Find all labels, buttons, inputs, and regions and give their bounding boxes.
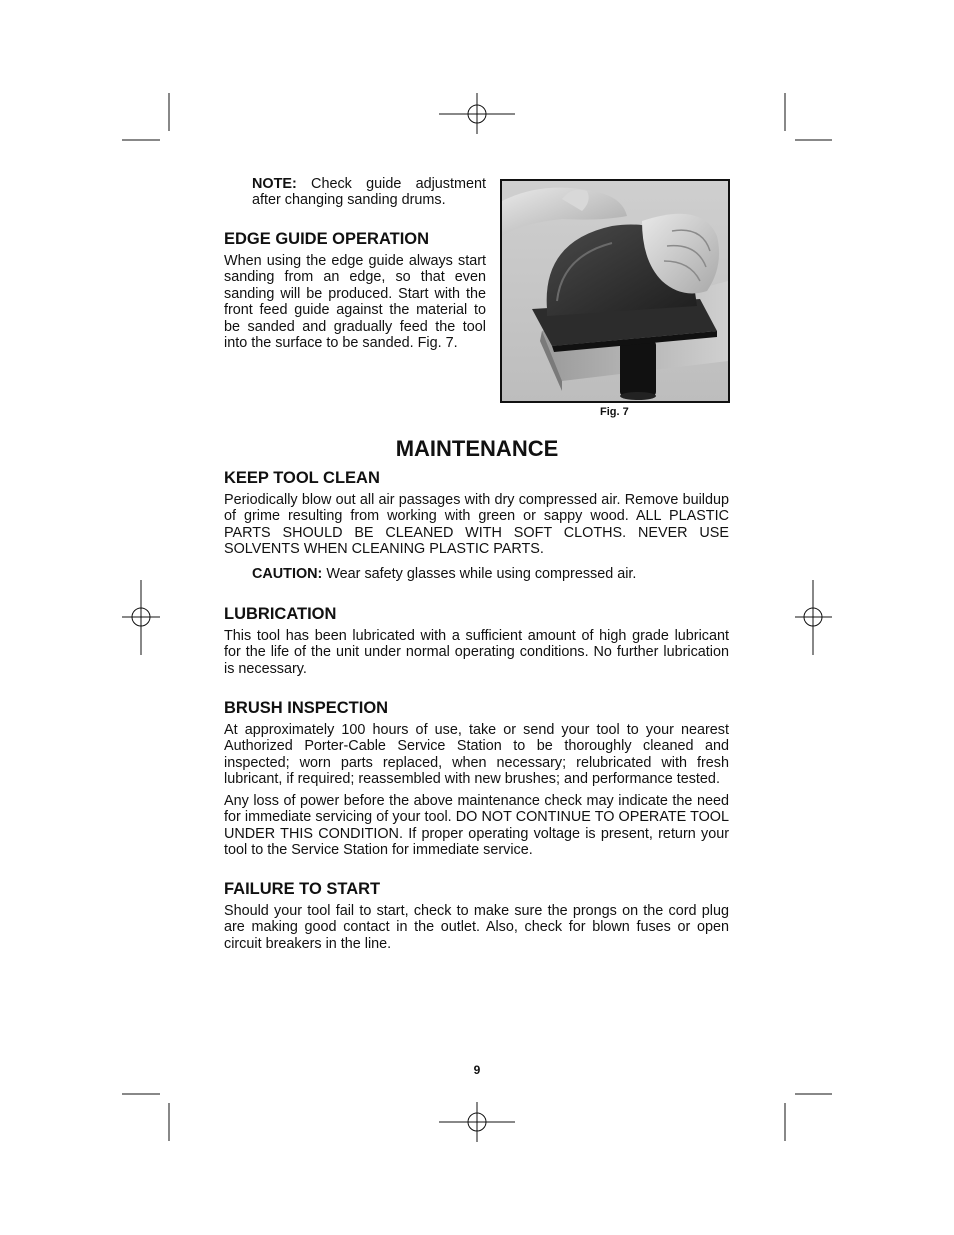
failure-to-start-heading: FAILURE TO START — [224, 880, 381, 898]
keep-clean-heading: KEEP TOOL CLEAN — [224, 469, 380, 487]
sander-illustration — [502, 181, 728, 401]
edge-guide-heading: EDGE GUIDE OPERATION — [224, 230, 430, 248]
fig-7-caption: Fig. 7 — [600, 406, 629, 418]
brush-inspection-body-1: At approximately 100 hours of use, take or send your tool to your nearest Authorized Porter-Cable Service Station to be thoroughly cleaned and inspected; worn parts replaced, when necessary; relubricated with fresh lubricant, if required; reassembled with new brushes; and performance tested. — [224, 722, 729, 788]
note-paragraph — [252, 176, 486, 209]
edge-guide-body: When using the edge guide always start sanding from an edge, so that even sanding will be produced. Start with the front feed guide against the material to be sanded and gradually feed the tool into the surface to be sanded. Fig. 7. — [224, 253, 486, 352]
keep-clean-body: Periodically blow out all air passages with dry compressed air. Remove buildup of grime resulting from working with green or sappy wood. ALL PLASTIC PARTS SHOULD BE CLEANED WITH SOFT CLOTHS. NEVER USE SOLVENTS WHEN CLEANING PLASTIC PARTS. — [224, 492, 729, 558]
caution-paragraph — [252, 566, 732, 582]
registration-mark-right — [795, 580, 832, 655]
registration-mark-left — [122, 580, 160, 655]
registration-mark-top — [439, 93, 515, 134]
lubrication-body: This tool has been lubricated with a sufficient amount of high grade lubricant for the life of the unit under normal operating conditions. No further lubrication is necessary. — [224, 628, 729, 677]
fig-7-photo — [500, 179, 730, 403]
maintenance-title: MAINTENANCE — [395, 436, 559, 461]
page-number: 9 — [473, 1063, 481, 1077]
brush-inspection-body-2: Any loss of power before the above maintenance check may indicate the need for immediate servicing of your tool. DO NOT CONTINUE TO OPERATE TOOL UNDER THIS CONDITION. If proper operating voltage is present, return your tool to the Service Station for immediate service. — [224, 793, 729, 859]
note-text: Check guide adjustment after changing sanding drums. — [252, 176, 486, 209]
registration-mark-bottom — [439, 1102, 515, 1142]
failure-to-start-body: Should your tool fail to start, check to make sure the prongs on the cord plug are making good contact in the outlet. Also, check for blown fuses or open circuit breakers in the line. — [224, 903, 729, 952]
caution-text: Wear safety glasses while using compressed air. — [322, 566, 637, 582]
lubrication-heading: LUBRICATION — [224, 605, 337, 623]
brush-inspection-heading: BRUSH INSPECTION — [224, 699, 389, 717]
caution-label: CAUTION: — [252, 566, 323, 582]
note-label: NOTE: — [252, 176, 297, 192]
